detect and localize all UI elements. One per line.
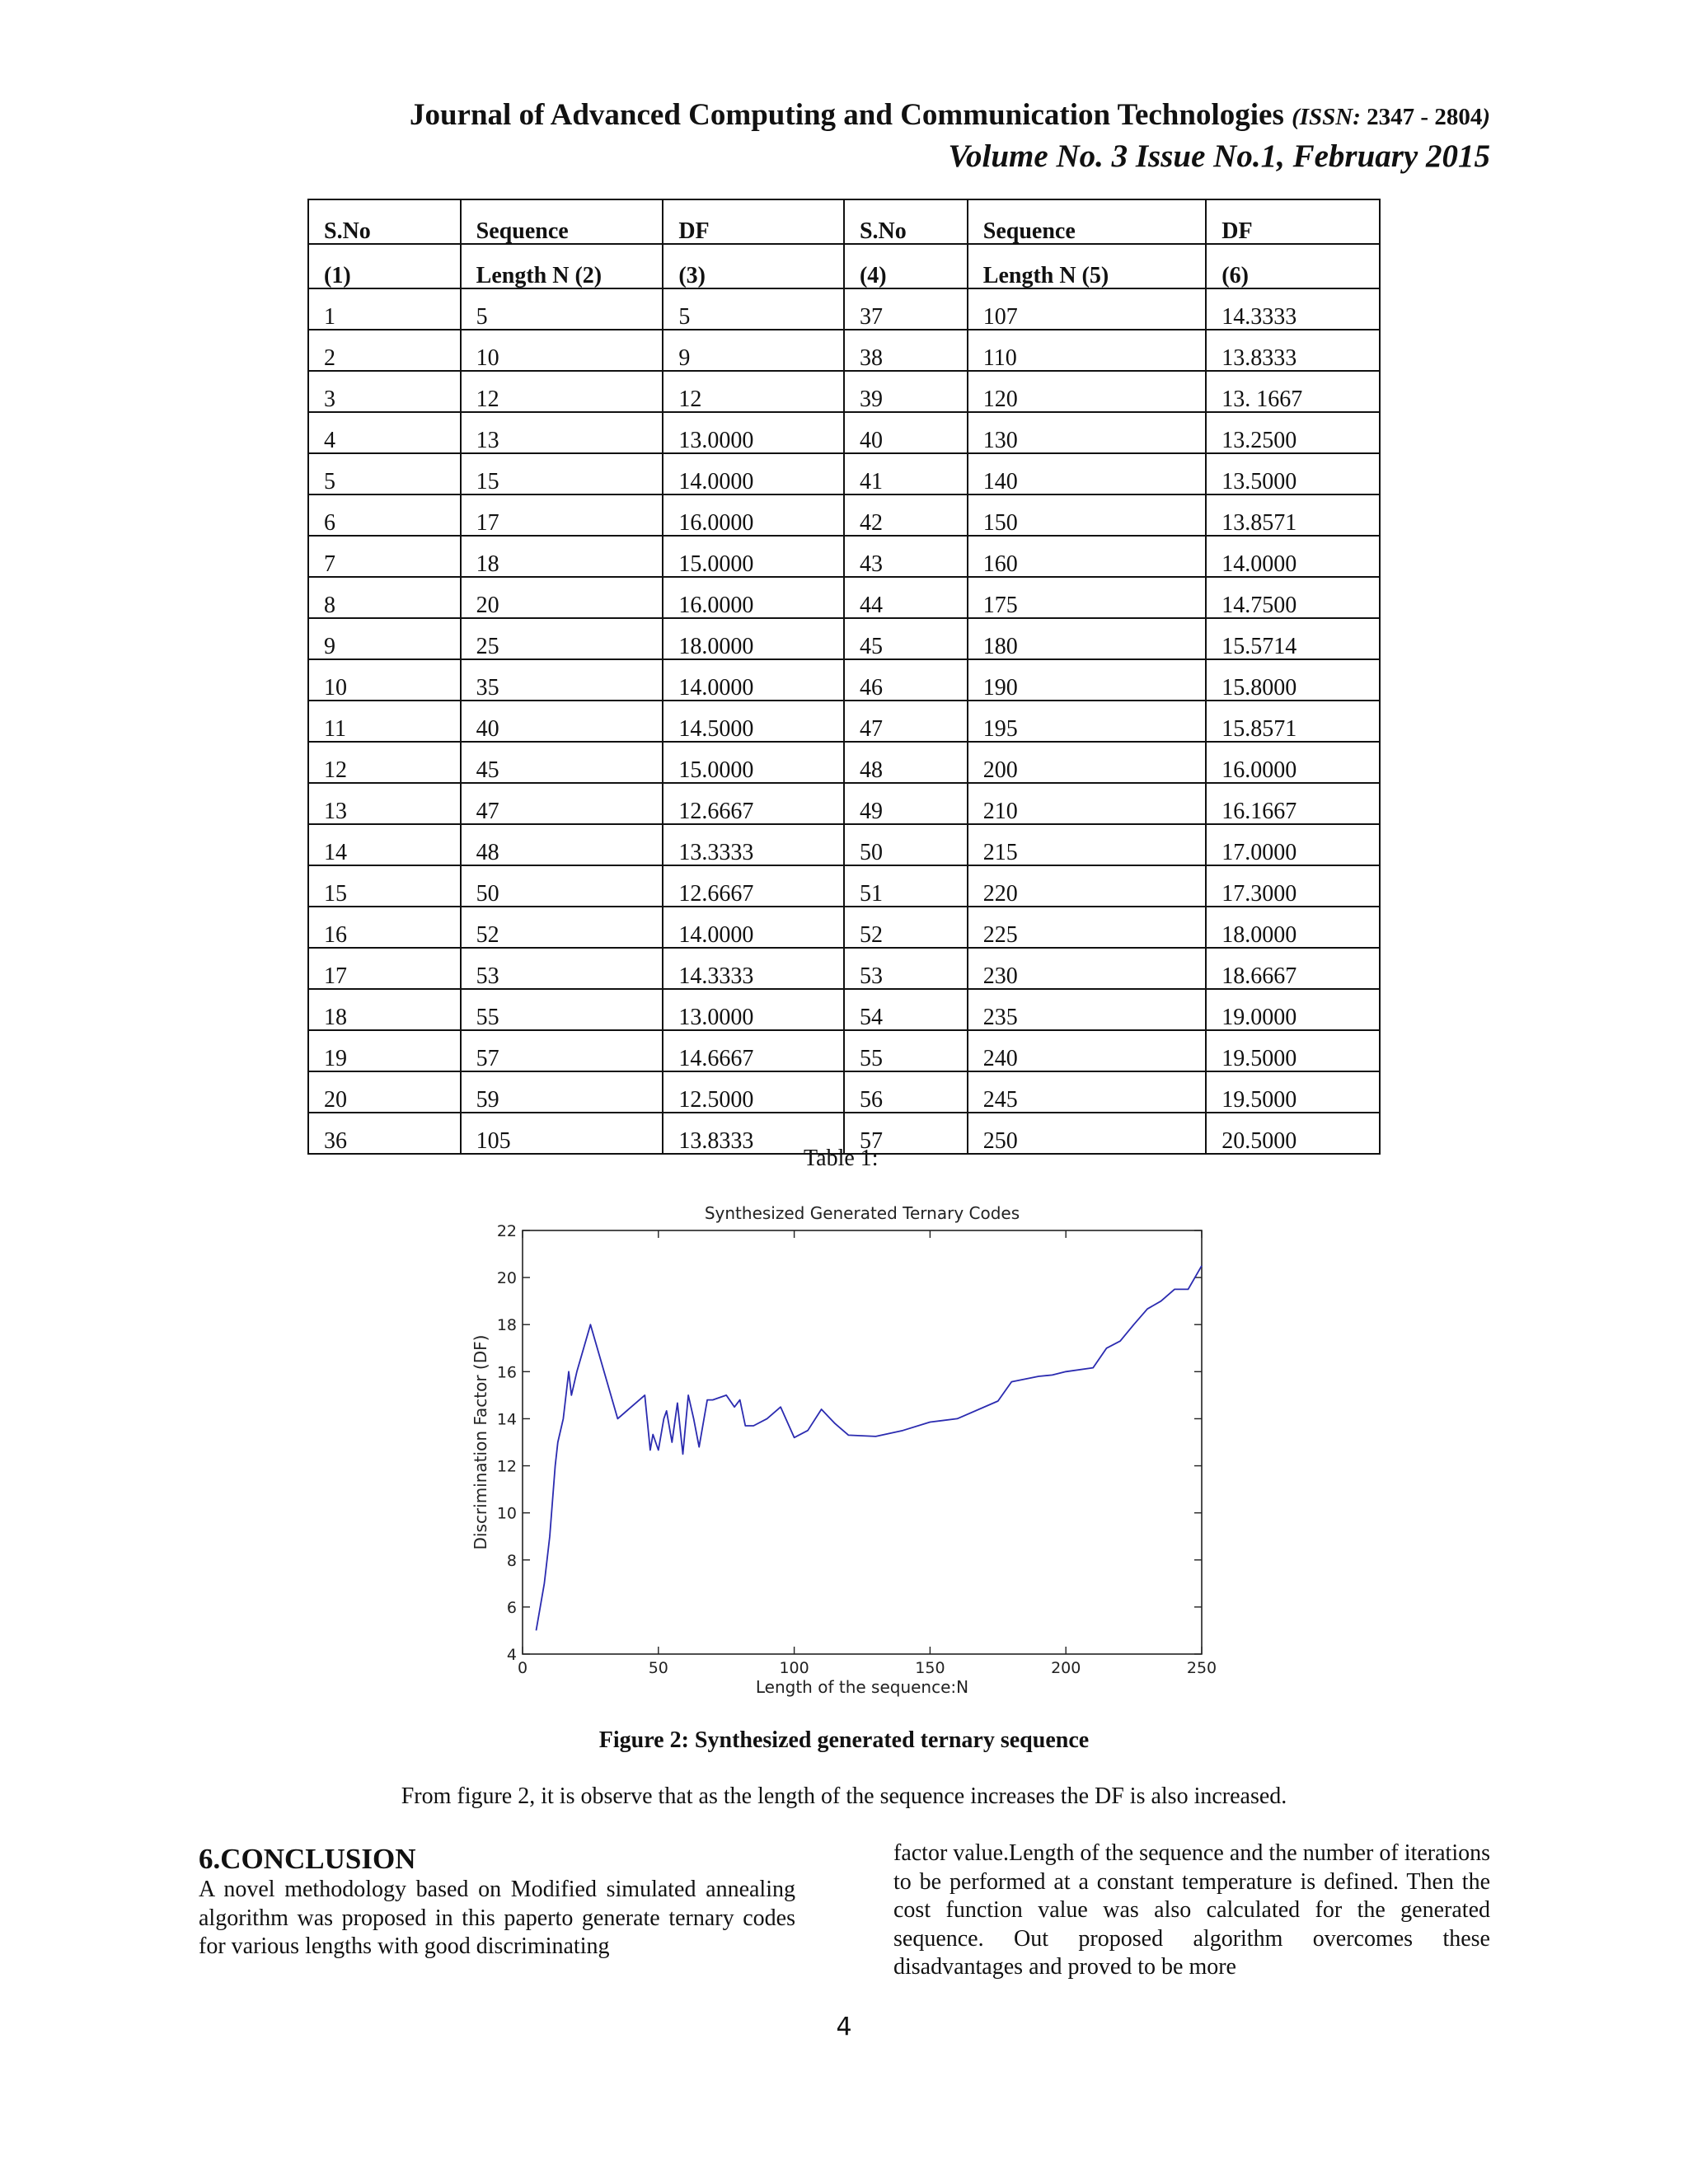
table-cell: 40 — [844, 412, 968, 453]
table-cell: 16.0000 — [663, 494, 844, 536]
table-cell: 13.8333 — [663, 1113, 844, 1154]
table-cell: 48 — [844, 742, 968, 783]
y-axis-label: Discrimination Factor (DF) — [471, 1334, 490, 1550]
table-row — [308, 907, 1380, 948]
table-cell: 12 — [308, 742, 461, 783]
table-cell: 16.1667 — [1206, 783, 1380, 824]
table-cell: 195 — [968, 701, 1206, 742]
table-cell: 12 — [461, 371, 663, 412]
conclusion-right-column: factor value.Length of the sequence and the number of iterations to be performed at a constant temperature is defined. Then the cost function value was also calculated for the generated sequence. Out proposed algorithm overcomes these disadvantages and proved to be more — [893, 1840, 1490, 1980]
table-row — [308, 783, 1380, 824]
x-tick-label: 50 — [648, 1659, 668, 1677]
table-cell: 13 — [308, 783, 461, 824]
issn: (ISSN: 2347 - 2804) — [1292, 104, 1490, 130]
figure-caption: Figure 2: Synthesized generated ternary sequence — [598, 1727, 1090, 1753]
df-line-chart — [445, 1187, 1236, 1714]
table-cell: 45 — [844, 618, 968, 659]
table-cell: 44 — [844, 577, 968, 618]
table-cell: 13.0000 — [663, 989, 844, 1030]
table-cell: 57 — [461, 1030, 663, 1071]
header-cell: DF — [663, 199, 844, 244]
table-cell: 16 — [308, 907, 461, 948]
table-cell: 50 — [844, 824, 968, 865]
table-row — [308, 494, 1380, 536]
table-row — [308, 371, 1380, 412]
table-caption: Table 1: — [804, 1146, 879, 1171]
y-tick-label: 12 — [496, 1457, 517, 1476]
table-cell: 35 — [461, 659, 663, 701]
table-cell: 7 — [308, 536, 461, 577]
table-cell: 17.0000 — [1206, 824, 1380, 865]
table-cell: 18 — [308, 989, 461, 1030]
table-cell: 17 — [308, 948, 461, 989]
table-cell: 55 — [844, 1030, 968, 1071]
table-cell: 105 — [461, 1113, 663, 1154]
x-tick-label: 250 — [1186, 1659, 1217, 1677]
table-cell: 140 — [968, 453, 1206, 494]
table-cell: 52 — [461, 907, 663, 948]
header-cell: DF — [1206, 199, 1380, 244]
header-cell: Sequence — [968, 199, 1206, 244]
table-cell: 20.5000 — [1206, 1113, 1380, 1154]
table-cell: 46 — [844, 659, 968, 701]
table-cell: 12.5000 — [663, 1071, 844, 1113]
y-tick-label: 22 — [496, 1222, 517, 1240]
table-cell: 14.0000 — [663, 453, 844, 494]
table-cell: 5 — [663, 288, 844, 330]
table-row — [308, 618, 1380, 659]
table-cell: 130 — [968, 412, 1206, 453]
table-cell: 8 — [308, 577, 461, 618]
table-cell: 13.8571 — [1206, 494, 1380, 536]
header-cell: S.No — [844, 199, 968, 244]
x-tick-label: 150 — [915, 1659, 945, 1677]
table-cell: 9 — [663, 330, 844, 371]
table-cell: 230 — [968, 948, 1206, 989]
table-cell: 13.8333 — [1206, 330, 1380, 371]
table-cell: 14.3333 — [1206, 288, 1380, 330]
table-cell: 160 — [968, 536, 1206, 577]
table-row — [308, 412, 1380, 453]
table-cell: 235 — [968, 989, 1206, 1030]
table-cell: 19.5000 — [1206, 1030, 1380, 1071]
table-cell: 57 — [844, 1113, 968, 1154]
y-tick-label: 8 — [506, 1551, 517, 1570]
table-cell: 18.6667 — [1206, 948, 1380, 989]
y-tick-label: 6 — [506, 1598, 517, 1617]
table-cell: 51 — [844, 865, 968, 907]
table-cell: 14.7500 — [1206, 577, 1380, 618]
table-cell: 200 — [968, 742, 1206, 783]
table-cell: 17 — [461, 494, 663, 536]
table-row — [308, 701, 1380, 742]
journal-name: Journal of Advanced Computing and Communication Technologies — [409, 98, 1284, 132]
table-cell: 16.0000 — [663, 577, 844, 618]
table-cell: 20 — [308, 1071, 461, 1113]
table-cell: 15 — [308, 865, 461, 907]
table-cell: 10 — [308, 659, 461, 701]
table-row — [308, 330, 1380, 371]
table-cell: 49 — [844, 783, 968, 824]
table-cell: 240 — [968, 1030, 1206, 1071]
table-row — [308, 989, 1380, 1030]
table-cell: 12.6667 — [663, 865, 844, 907]
table-cell: 6 — [308, 494, 461, 536]
table-cell: 14.3333 — [663, 948, 844, 989]
table-row — [308, 453, 1380, 494]
volume-line: Volume No. 3 Issue No.1, February 2015 — [948, 138, 1490, 174]
body-paragraph: From figure 2, it is observe that as the length of the sequence increases the DF is also increased. — [401, 1783, 1287, 1809]
y-tick-label: 18 — [496, 1316, 517, 1335]
table-cell: 45 — [461, 742, 663, 783]
table-cell: 15.0000 — [663, 742, 844, 783]
table-cell: 15 — [461, 453, 663, 494]
header-cell: S.No — [308, 199, 461, 244]
table-cell: 18.0000 — [1206, 907, 1380, 948]
header-cell: (6) — [1206, 244, 1380, 288]
table-header-row — [308, 199, 1380, 244]
table-cell: 13. 1667 — [1206, 371, 1380, 412]
table-cell: 14.0000 — [1206, 536, 1380, 577]
table-cell: 15.5714 — [1206, 618, 1380, 659]
table-cell: 47 — [844, 701, 968, 742]
table-row — [308, 1071, 1380, 1113]
df-series-line — [537, 1266, 1203, 1631]
y-tick-label: 20 — [496, 1269, 517, 1288]
plot-frame — [523, 1230, 1202, 1654]
table-row — [308, 577, 1380, 618]
table-cell: 48 — [461, 824, 663, 865]
table-cell: 3 — [308, 371, 461, 412]
table-cell: 16.0000 — [1206, 742, 1380, 783]
table-cell: 225 — [968, 907, 1206, 948]
table-cell: 245 — [968, 1071, 1206, 1113]
x-tick-label: 200 — [1051, 1659, 1081, 1677]
table-cell: 5 — [461, 288, 663, 330]
table-cell: 1 — [308, 288, 461, 330]
section-title: 6.CONCLUSION — [199, 1843, 416, 1875]
table-cell: 43 — [844, 536, 968, 577]
table-cell: 175 — [968, 577, 1206, 618]
table-row — [308, 659, 1380, 701]
table-cell: 10 — [461, 330, 663, 371]
table-cell: 14.0000 — [663, 907, 844, 948]
table-cell: 19.5000 — [1206, 1071, 1380, 1113]
header-cell: (1) — [308, 244, 461, 288]
table-cell: 14 — [308, 824, 461, 865]
table-header — [308, 199, 1380, 288]
x-axis-label: Length of the sequence:N — [755, 1677, 969, 1697]
header-cell: (3) — [663, 244, 844, 288]
table-cell: 14.5000 — [663, 701, 844, 742]
x-tick-label: 0 — [517, 1659, 528, 1677]
table-cell: 53 — [844, 948, 968, 989]
y-tick-label: 10 — [496, 1504, 517, 1523]
table-cell: 13.5000 — [1206, 453, 1380, 494]
header-cell: Sequence — [461, 199, 663, 244]
table-cell: 56 — [844, 1071, 968, 1113]
table-cell: 59 — [461, 1071, 663, 1113]
table-cell: 17.3000 — [1206, 865, 1380, 907]
table-cell: 40 — [461, 701, 663, 742]
results-table — [307, 199, 1381, 1155]
table-cell: 14.0000 — [663, 659, 844, 701]
table-cell: 37 — [844, 288, 968, 330]
table-cell: 13.0000 — [663, 412, 844, 453]
table-row — [308, 865, 1380, 907]
table-cell: 120 — [968, 371, 1206, 412]
table-cell: 250 — [968, 1113, 1206, 1154]
table-cell: 41 — [844, 453, 968, 494]
table-cell: 4 — [308, 412, 461, 453]
table-cell: 14.6667 — [663, 1030, 844, 1071]
table-cell: 19 — [308, 1030, 461, 1071]
table-cell: 190 — [968, 659, 1206, 701]
table-cell: 150 — [968, 494, 1206, 536]
table-cell: 39 — [844, 371, 968, 412]
table-cell: 15.8000 — [1206, 659, 1380, 701]
conclusion-left-column: A novel methodology based on Modified simulated annealing algorithm was proposed in this paperto generate ternary codes for various lengths with good discriminating — [199, 1877, 795, 1959]
table-cell: 11 — [308, 701, 461, 742]
table-cell: 9 — [308, 618, 461, 659]
table-cell: 2 — [308, 330, 461, 371]
table-cell: 42 — [844, 494, 968, 536]
table-cell: 13.2500 — [1206, 412, 1380, 453]
table-cell: 110 — [968, 330, 1206, 371]
table-cell: 220 — [968, 865, 1206, 907]
table-cell: 20 — [461, 577, 663, 618]
table-cell: 38 — [844, 330, 968, 371]
table-row — [308, 742, 1380, 783]
table-cell: 52 — [844, 907, 968, 948]
header-cell: Length N (5) — [968, 244, 1206, 288]
table-cell: 50 — [461, 865, 663, 907]
table-cell: 15.0000 — [663, 536, 844, 577]
table-cell: 25 — [461, 618, 663, 659]
table-cell: 12 — [663, 371, 844, 412]
table-cell: 19.0000 — [1206, 989, 1380, 1030]
table-row — [308, 1030, 1380, 1071]
table-cell: 18 — [461, 536, 663, 577]
table-cell: 5 — [308, 453, 461, 494]
y-tick-label: 14 — [496, 1410, 517, 1429]
table-cell: 180 — [968, 618, 1206, 659]
table-cell: 18.0000 — [663, 618, 844, 659]
table-row — [308, 824, 1380, 865]
chart-title: Synthesized Generated Ternary Codes — [704, 1203, 1020, 1223]
table-cell: 54 — [844, 989, 968, 1030]
header-cell: (4) — [844, 244, 968, 288]
x-tick-label: 100 — [779, 1659, 809, 1677]
table-cell: 53 — [461, 948, 663, 989]
journal-header — [410, 97, 1490, 175]
table-row — [308, 948, 1380, 989]
table-cell: 107 — [968, 288, 1206, 330]
table-cell: 36 — [308, 1113, 461, 1154]
table-cell: 13.3333 — [663, 824, 844, 865]
table-cell: 13 — [461, 412, 663, 453]
table-header-row — [308, 244, 1380, 288]
table-body — [308, 288, 1380, 1154]
y-tick-label: 16 — [496, 1363, 517, 1382]
y-tick-label: 4 — [506, 1646, 517, 1664]
table-row — [308, 536, 1380, 577]
header-cell: Length N (2) — [461, 244, 663, 288]
table-cell: 55 — [461, 989, 663, 1030]
journal-title-line — [410, 97, 1490, 133]
table-cell: 15.8571 — [1206, 701, 1380, 742]
table-cell: 47 — [461, 783, 663, 824]
chart-svg — [445, 1187, 1236, 1714]
page-number: 4 — [836, 2013, 852, 2041]
table-cell: 215 — [968, 824, 1206, 865]
table-cell: 210 — [968, 783, 1206, 824]
table-cell: 12.6667 — [663, 783, 844, 824]
table-row — [308, 288, 1380, 330]
